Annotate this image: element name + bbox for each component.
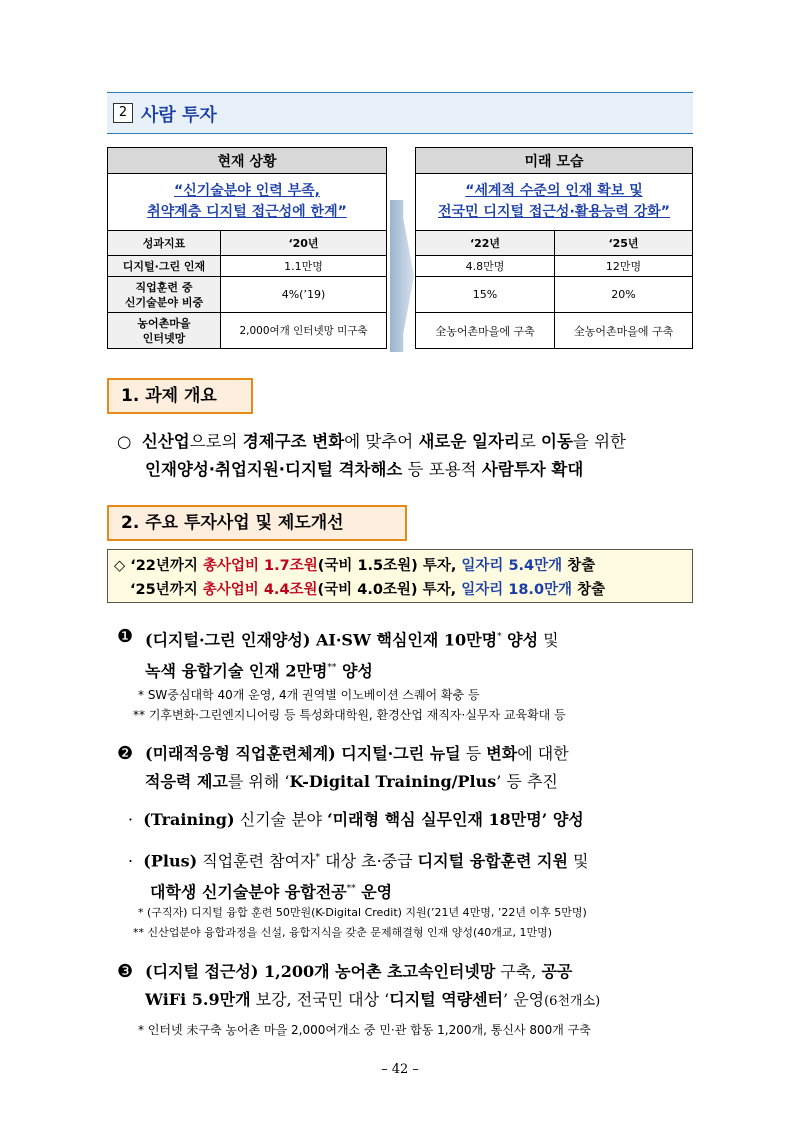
- text: 신산업: [141, 432, 190, 451]
- item-1-note-2: ** 기후변화·그린엔지니어링 등 특성화대학원, 환경산업 재직자·실무자 교육확대 등: [133, 708, 566, 722]
- text: (디지털 접근성) 1,200개 농어촌 초고속인터넷망: [145, 962, 496, 981]
- page-number: – 42 –: [381, 1062, 419, 1077]
- item-2-plus: [128, 844, 708, 907]
- item-1: [117, 623, 697, 686]
- row-label: 디지털·그린 인재: [108, 256, 221, 277]
- text: 변화: [486, 744, 518, 763]
- item-2-note-1: * (구직자) 디지털 융합 훈련 50만원(K-Digital Credit) 지원(’21년 4만명, ’22년 이후 5만명): [138, 906, 587, 919]
- text: 직업훈련 참여자: [197, 851, 316, 871]
- text: 대상 초·중급: [320, 851, 418, 871]
- text: 신기술 분야: [234, 810, 328, 829]
- text: 사람투자 확대: [481, 460, 584, 479]
- text: 보강, 전국민 대상 ‘: [250, 990, 390, 1009]
- item-marker: ❷: [117, 743, 134, 764]
- text: 총사업비 1.7조원: [202, 558, 318, 574]
- text: ’ 운영: [503, 990, 545, 1009]
- text: ◇ ‘22년까지: [114, 558, 203, 574]
- bullet: ○: [117, 432, 132, 451]
- text: 새로운 일자리: [418, 432, 520, 451]
- section-header: [107, 92, 693, 134]
- text: 일자리 18.0만개: [461, 582, 573, 598]
- row-value: 12만명: [555, 256, 693, 277]
- text: 및: [538, 630, 559, 650]
- text: 을 위한: [572, 432, 626, 451]
- text: 를 위해 ‘: [227, 772, 290, 791]
- summary-line-2: [130, 578, 605, 599]
- future-quote: [416, 174, 693, 231]
- item-marker: ❸: [117, 961, 134, 982]
- text: 구축,: [495, 962, 542, 981]
- text: (6천개소): [544, 994, 601, 1009]
- text: 에 대한: [517, 744, 569, 763]
- col-label: 성과지표: [108, 231, 221, 256]
- bullet-dot: ·: [128, 810, 134, 829]
- text: **: [327, 663, 337, 674]
- row-value: 20%: [555, 277, 693, 313]
- current-quote-line1: “신기술분야 인력 부족,: [174, 183, 320, 199]
- item-3-note: * 인터넷 未구축 농어촌 마을 2,000여개소 중 민·관 합동 1,200개, 통신사 800개 구축: [138, 1023, 591, 1037]
- text: 적응력 제고: [145, 772, 228, 791]
- text: 총사업비 4.4조원: [202, 582, 318, 598]
- text: 로: [519, 432, 542, 451]
- text: 디지털 역량센터: [389, 990, 504, 1009]
- text: K-Digital Training/Plus: [289, 772, 497, 791]
- overview-paragraph: [117, 428, 697, 484]
- text: (디지털·그린 인재양성) AI·SW 핵심인재 10만명: [145, 630, 498, 650]
- text: 창출: [572, 582, 606, 598]
- row-value: 4.8만명: [416, 256, 555, 277]
- current-status-table: [107, 147, 387, 349]
- row-value: 全농어촌마을에 구축: [555, 313, 693, 349]
- text: 공공: [541, 962, 573, 981]
- text: (미래적응형 직업훈련체계) 디지털·그린 뉴딜: [145, 744, 461, 763]
- current-header: 현재 상황: [108, 148, 387, 174]
- arrow-right-icon: [390, 200, 414, 352]
- text: *: [497, 632, 502, 642]
- text: 으로의: [189, 432, 243, 451]
- item-2: [117, 740, 697, 796]
- section-number: 2: [113, 103, 133, 123]
- col-year-20: ‘20년: [221, 231, 387, 256]
- row-value: 4%(’19): [221, 277, 387, 313]
- text: 일자리 5.4만개: [461, 558, 563, 574]
- heading-overview: 1. 과제 개요: [107, 378, 253, 414]
- section-title: 사람 투자: [141, 105, 217, 126]
- text: 경제구조 변화: [242, 432, 345, 451]
- text: 및: [567, 851, 589, 871]
- row-value: 1.1만명: [221, 256, 387, 277]
- row-value: 15%: [416, 277, 555, 313]
- col-year-22: ‘22년: [416, 231, 555, 256]
- row-label: 직업훈련 중 신기술분야 비중: [108, 277, 221, 313]
- bullet-dot: ·: [128, 851, 134, 871]
- text: 대학생 신기술분야 융합전공: [150, 882, 347, 902]
- text: 에 맞추어: [344, 432, 419, 451]
- row-label: 농어촌마을 인터넷망: [108, 313, 221, 349]
- summary-line-1: [114, 554, 595, 575]
- text: **: [346, 884, 356, 895]
- future-table: [415, 147, 693, 349]
- text: 등 포용적: [402, 460, 482, 479]
- item-2-training: [128, 806, 708, 834]
- item-2-note-2: ** 신산업분야 융합과정을 신설, 융합지식을 갖춘 문제해결형 인재 양성(40개교, 1만명): [133, 926, 553, 939]
- text: (Plus): [143, 851, 198, 871]
- current-quote: [108, 174, 387, 231]
- future-header: 미래 모습: [416, 148, 693, 174]
- text: (국비 1.5조원) 투자,: [317, 558, 462, 574]
- text: 운영: [355, 882, 393, 902]
- row-value: 全농어촌마을에 구축: [416, 313, 555, 349]
- text: 녹색 융합기술 인재 2만명: [145, 661, 328, 681]
- text: 양성: [501, 630, 539, 650]
- item-3: [117, 958, 697, 1016]
- future-quote-line1: “세계적 수준의 인재 확보 및: [465, 183, 643, 199]
- text: 창출: [562, 558, 596, 574]
- text: 양성: [336, 661, 373, 681]
- current-quote-line2: 취약계층 디지털 접근성에 한계”: [147, 204, 347, 220]
- text: 디지털 융합훈련 지원: [417, 851, 568, 871]
- col-year-25: ‘25년: [555, 231, 693, 256]
- text: 등: [460, 744, 487, 763]
- item-1-note-1: * SW중심대학 40개 운영, 4개 권역별 이노베이션 스퀘어 확충 등: [138, 688, 480, 702]
- text: WiFi 5.9만개: [145, 990, 251, 1009]
- summary-box: [107, 549, 693, 603]
- text: ’ 등 추진: [496, 772, 558, 791]
- text: *: [315, 853, 321, 863]
- text: (국비 4.0조원) 투자,: [317, 582, 462, 598]
- text: ‘미래형 핵심 실무인재 18만명’ 양성: [327, 810, 584, 829]
- text: ‘25년까지: [130, 582, 203, 598]
- item-marker: ❶: [117, 626, 134, 647]
- row-value: 2,000여개 인터넷망 미구축: [221, 313, 387, 349]
- text: 인재양성·취업지원·디지털 격차해소: [145, 460, 403, 479]
- heading-investment: 2. 주요 투자사업 및 제도개선: [107, 505, 407, 541]
- future-quote-line2: 전국민 디지털 접근성·활용능력 강화”: [437, 204, 670, 220]
- text: 이동: [541, 432, 573, 451]
- text: (Training): [143, 810, 235, 829]
